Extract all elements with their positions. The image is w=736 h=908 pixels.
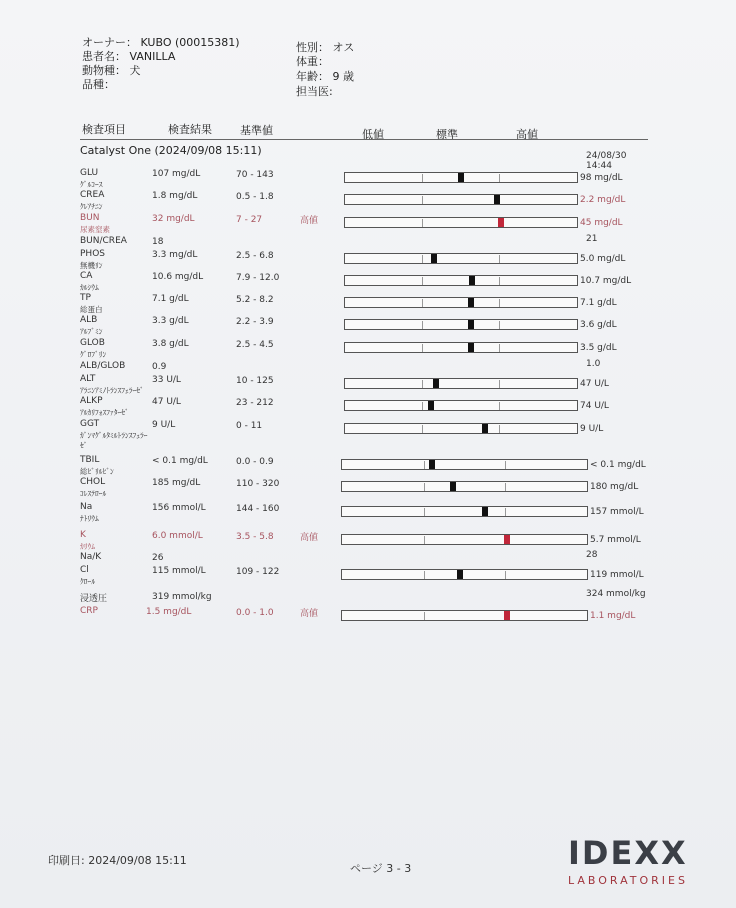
previous-result: 45 mg/dL <box>580 218 623 228</box>
result-value: 26 <box>152 553 164 563</box>
result-level-marker <box>468 320 474 329</box>
result-code: CREA <box>80 190 105 200</box>
result-value: 7.1 g/dL <box>152 294 189 304</box>
previous-result: 10.7 mg/dL <box>580 276 632 286</box>
result-value: 47 U/L <box>152 397 181 407</box>
range-low-tick <box>422 425 423 433</box>
result-value: 115 mmol/L <box>152 566 206 576</box>
col-item: 検査項目 <box>82 123 126 136</box>
col-reference: 基準値 <box>240 124 273 137</box>
species-value: 犬 <box>129 64 141 77</box>
result-value: 3.3 mg/dL <box>152 250 198 260</box>
sex-value: オス <box>332 41 355 54</box>
previous-result: 119 mmol/L <box>590 570 644 580</box>
result-value: 10.6 mg/dL <box>152 272 204 282</box>
previous-result: 3.5 g/dL <box>580 343 617 353</box>
result-code: CRP <box>80 606 98 616</box>
result-range-bar <box>344 275 578 286</box>
range-low-tick <box>424 483 425 491</box>
result-range-bar <box>344 217 578 228</box>
result-jp-name-cont: ｾﾞ <box>80 441 88 450</box>
result-code: GLOB <box>80 338 105 348</box>
range-low-tick <box>424 461 425 469</box>
range-high-tick <box>499 174 500 182</box>
result-range-bar <box>344 172 578 183</box>
result-code: GLU <box>80 168 99 178</box>
col-high: 高値 <box>516 128 538 141</box>
result-reference: 0.0 - 1.0 <box>236 608 274 618</box>
result-range-bar <box>344 253 578 264</box>
result-code: ALKP <box>80 396 103 406</box>
col-low: 低値 <box>362 128 384 141</box>
result-reference: 0.5 - 1.8 <box>236 192 274 202</box>
previous-result: 324 mmol/kg <box>586 589 646 599</box>
result-code: BUN/CREA <box>80 236 127 246</box>
result-level-marker <box>468 343 474 352</box>
result-high-flag: 高値 <box>300 216 319 226</box>
patient-label: 患者名： <box>82 50 126 63</box>
previous-result: 157 mmol/L <box>590 507 644 517</box>
result-reference: 70 - 143 <box>236 170 274 180</box>
doctor-row <box>296 83 333 99</box>
result-code: BUN <box>80 213 100 223</box>
result-code: ALB/GLOB <box>80 361 126 371</box>
range-low-tick <box>422 380 423 388</box>
range-high-tick <box>499 380 500 388</box>
result-code: CA <box>80 271 93 281</box>
result-range-bar <box>344 342 578 353</box>
previous-result: 5.0 mg/dL <box>580 254 626 264</box>
result-reference: 0 - 11 <box>236 421 263 431</box>
result-reference: 2.5 - 6.8 <box>236 251 274 261</box>
weight-label: 体重： <box>296 55 329 68</box>
result-code: PHOS <box>80 249 105 259</box>
result-range-bar <box>344 194 578 205</box>
range-high-tick <box>499 425 500 433</box>
result-reference: 0.0 - 0.9 <box>236 457 274 467</box>
result-range-bar <box>341 481 588 492</box>
previous-result: 21 <box>586 234 598 244</box>
previous-result: 74 U/L <box>580 401 609 411</box>
result-code: CHOL <box>80 477 106 487</box>
result-jp-name: ｱﾙｶﾘﾌｫｽﾌｧﾀｰｾﾞ <box>80 408 129 417</box>
range-high-tick <box>499 321 500 329</box>
previous-result: 180 mg/dL <box>590 482 639 492</box>
result-level-marker <box>457 570 463 579</box>
previous-result: 3.6 g/dL <box>580 320 617 330</box>
range-low-tick <box>424 536 425 544</box>
owner-value: KUBO (00015381) <box>140 36 240 49</box>
prev-time: 14:44 <box>586 161 612 171</box>
result-jp-name: ｶﾘｳﾑ <box>80 542 95 551</box>
age-row <box>296 68 354 84</box>
printed-date: 印刷日: 2024/09/08 15:11 <box>48 854 187 867</box>
result-reference: 109 - 122 <box>236 567 280 577</box>
result-jp-name: 総蛋白 <box>80 305 103 314</box>
range-low-tick <box>424 571 425 579</box>
result-reference: 7 - 27 <box>236 215 263 225</box>
range-high-tick <box>499 344 500 352</box>
result-value: 3.3 g/dL <box>152 316 189 326</box>
result-reference: 2.5 - 4.5 <box>236 340 274 350</box>
result-range-bar <box>344 378 578 389</box>
result-value: 6.0 mmol/L <box>152 531 203 541</box>
doctor-label: 担当医: <box>296 85 333 98</box>
result-code: 浸透圧 <box>80 594 108 604</box>
result-level-marker <box>433 379 439 388</box>
result-value: 32 mg/dL <box>152 214 195 224</box>
col-result: 検査結果 <box>168 123 212 136</box>
result-range-bar <box>344 400 578 411</box>
result-reference: 23 - 212 <box>236 398 274 408</box>
previous-result: 47 U/L <box>580 379 609 389</box>
result-code: TP <box>80 293 91 303</box>
patient-value: VANILLA <box>129 50 176 63</box>
result-code: TBIL <box>80 455 100 465</box>
result-reference: 2.2 - 3.9 <box>236 317 274 327</box>
result-code: GGT <box>80 419 100 429</box>
result-value: 9 U/L <box>152 420 176 430</box>
range-low-tick <box>422 321 423 329</box>
result-value: < 0.1 mg/dL <box>152 456 208 466</box>
result-level-marker <box>482 507 488 516</box>
col-standard: 標準 <box>436 128 458 141</box>
result-range-bar <box>344 297 578 308</box>
result-jp-name: ｶﾙｼｳﾑ <box>80 283 99 292</box>
result-level-marker <box>469 276 475 285</box>
result-level-marker <box>468 298 474 307</box>
section-title: Catalyst One (2024/09/08 15:11) <box>80 144 262 157</box>
range-low-tick <box>422 196 423 204</box>
idexx-logo <box>568 836 708 887</box>
range-high-tick <box>499 277 500 285</box>
previous-result: 28 <box>586 550 598 560</box>
previous-result: 1.0 <box>586 359 601 369</box>
range-low-tick <box>422 277 423 285</box>
result-value: 1.5 mg/dL <box>146 607 192 617</box>
logo-sub-text: LABORATORIES <box>568 874 688 887</box>
header-rule <box>80 139 648 140</box>
previous-result: < 0.1 mg/dL <box>590 460 646 470</box>
result-code: Na <box>80 502 93 512</box>
result-value: 156 mmol/L <box>152 503 206 513</box>
result-level-marker <box>494 195 500 204</box>
result-value: 319 mmol/kg <box>152 592 212 602</box>
result-level-marker <box>458 173 464 182</box>
weight-row <box>296 53 329 69</box>
result-high-flag: 高値 <box>300 609 319 619</box>
result-range-bar <box>341 569 588 580</box>
species-label: 動物種： <box>82 64 126 77</box>
range-high-tick <box>505 571 506 579</box>
result-reference: 110 - 320 <box>236 479 280 489</box>
result-jp-name: ｸﾞﾙｺｰｽ <box>80 180 103 189</box>
previous-result: 2.2 mg/dL <box>580 195 626 205</box>
range-low-tick <box>422 255 423 263</box>
page-number: ページ 3 - 3 <box>350 862 412 875</box>
range-low-tick <box>422 299 423 307</box>
result-code: Cl <box>80 565 89 575</box>
result-level-marker <box>431 254 437 263</box>
result-high-flag: 高値 <box>300 533 319 543</box>
result-jp-name: 総ﾋﾞﾘﾙﾋﾞﾝ <box>80 467 114 476</box>
logo-main-text: IDEXX <box>568 834 688 872</box>
result-level-marker <box>450 482 456 491</box>
previous-result: 1.1 mg/dL <box>590 611 636 621</box>
result-value: 33 U/L <box>152 375 181 385</box>
age-value: 9 歳 <box>332 70 354 83</box>
result-level-marker <box>504 535 510 544</box>
result-value: 0.9 <box>152 362 167 372</box>
result-range-bar <box>341 506 588 517</box>
result-code: ALT <box>80 374 96 384</box>
result-range-bar <box>344 423 578 434</box>
previous-result: 98 mg/dL <box>580 173 623 183</box>
result-reference: 7.9 - 12.0 <box>236 273 280 283</box>
range-high-tick <box>505 508 506 516</box>
range-high-tick <box>499 255 500 263</box>
range-high-tick <box>505 461 506 469</box>
range-low-tick <box>424 612 425 620</box>
result-code: K <box>80 530 86 540</box>
result-jp-name: ｺﾚｽﾃﾛｰﾙ <box>80 489 107 498</box>
result-jp-name: 無機ﾘﾝ <box>80 261 103 270</box>
result-level-marker <box>504 611 510 620</box>
result-code: ALB <box>80 315 98 325</box>
result-jp-name: ﾅﾄﾘｳﾑ <box>80 514 99 523</box>
result-range-bar <box>341 610 588 621</box>
range-low-tick <box>422 174 423 182</box>
result-level-marker <box>482 424 488 433</box>
range-low-tick <box>422 344 423 352</box>
result-level-marker <box>428 401 434 410</box>
range-high-tick <box>499 402 500 410</box>
result-reference: 144 - 160 <box>236 504 280 514</box>
result-reference: 10 - 125 <box>236 376 274 386</box>
result-jp-name: ｸﾚｱﾁﾆﾝ <box>80 202 103 211</box>
result-jp-name: ｶﾞﾝﾏｸﾞﾙﾀﾐﾙﾄﾗﾝｽﾌｪﾗｰ <box>80 431 148 440</box>
previous-result: 7.1 g/dL <box>580 298 617 308</box>
sex-label: 性別： <box>296 41 329 54</box>
result-jp-name: ｱﾗﾆﾝｱﾐﾉﾄﾗﾝｽﾌｪﾗｰｾﾞ <box>80 386 144 395</box>
result-jp-name: ｸﾞﾛﾌﾞﾘﾝ <box>80 350 107 359</box>
result-range-bar <box>341 534 588 545</box>
result-value: 107 mg/dL <box>152 169 201 179</box>
result-value: 1.8 mg/dL <box>152 191 198 201</box>
range-high-tick <box>505 483 506 491</box>
range-low-tick <box>424 508 425 516</box>
result-range-bar <box>341 459 588 470</box>
result-jp-name: ｸﾛｰﾙ <box>80 577 95 586</box>
result-value: 185 mg/dL <box>152 478 201 488</box>
result-reference: 3.5 - 5.8 <box>236 532 274 542</box>
previous-result: 9 U/L <box>580 424 604 434</box>
owner-label: オーナー： <box>82 36 137 49</box>
breed-row <box>82 76 115 92</box>
range-low-tick <box>422 219 423 227</box>
breed-label: 品種： <box>82 78 115 91</box>
range-high-tick <box>499 299 500 307</box>
result-level-marker <box>498 218 504 227</box>
result-code: Na/K <box>80 552 102 562</box>
result-range-bar <box>344 319 578 330</box>
result-jp-name: ｱﾙﾌﾞﾐﾝ <box>80 327 103 336</box>
result-level-marker <box>429 460 435 469</box>
previous-result: 5.7 mmol/L <box>590 535 641 545</box>
result-reference: 5.2 - 8.2 <box>236 295 274 305</box>
result-jp-name: 尿素窒素 <box>80 225 110 234</box>
range-low-tick <box>422 402 423 410</box>
age-label: 年齢： <box>296 70 329 83</box>
result-value: 3.8 g/dL <box>152 339 189 349</box>
prev-date: 24/08/30 <box>586 151 627 161</box>
result-value: 18 <box>152 237 164 247</box>
